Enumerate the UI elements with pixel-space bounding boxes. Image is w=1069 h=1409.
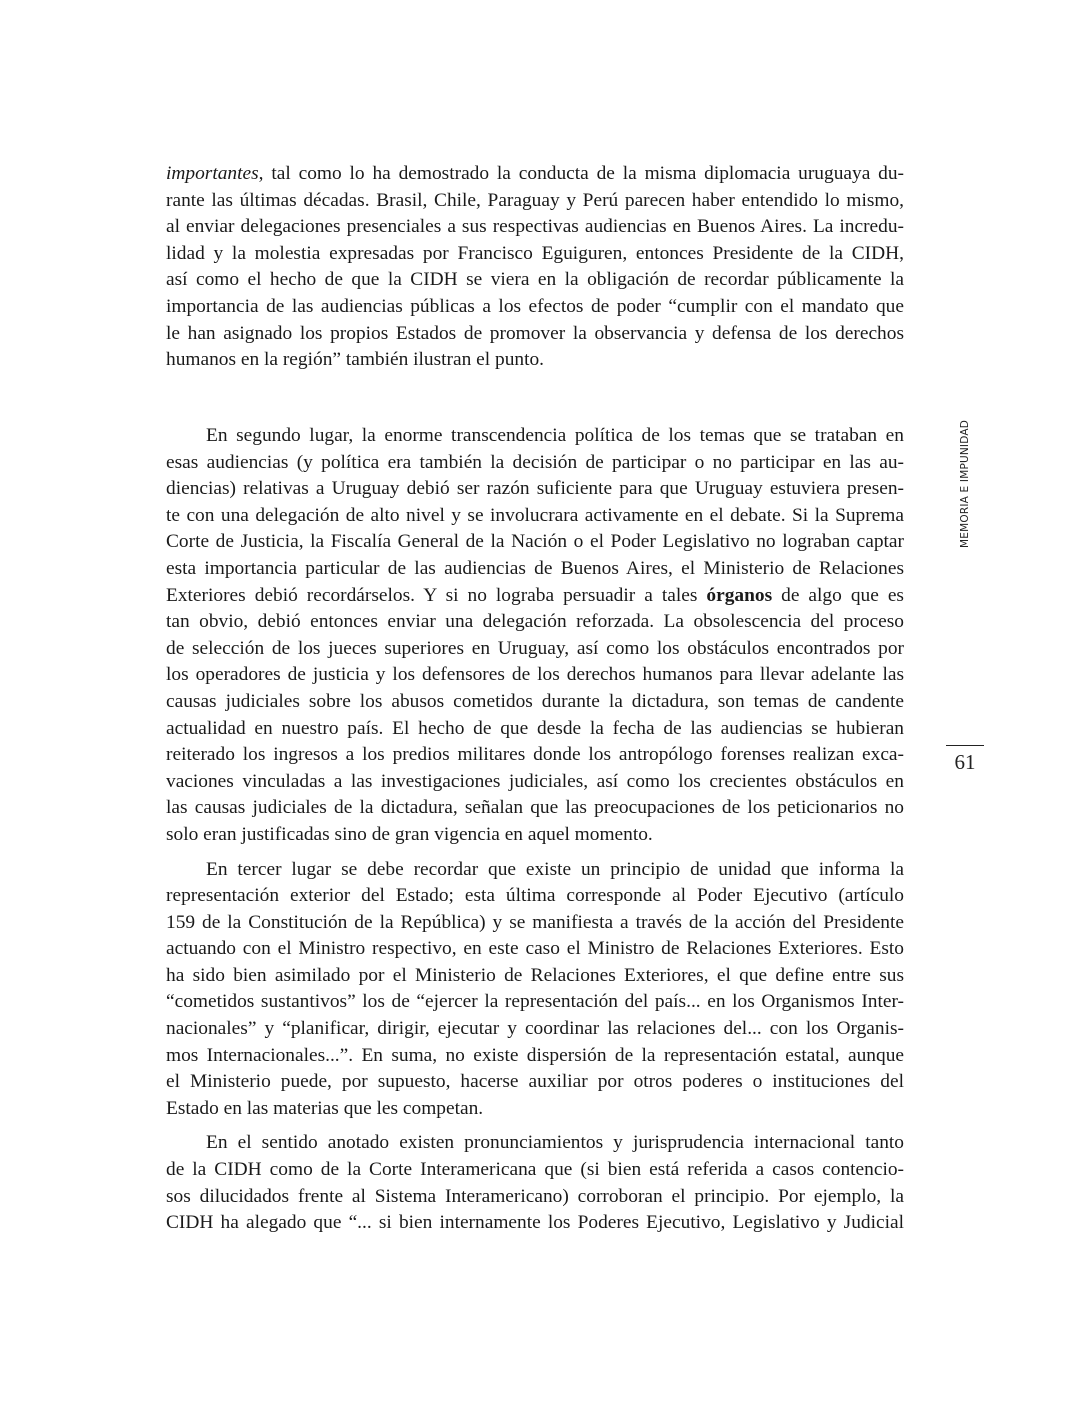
text-line: actuando con el Ministro respectivo, en este caso el Ministro de Relaciones Exteriores. Esto — [166, 938, 904, 960]
page-number-rule — [946, 745, 984, 746]
text-line: actualidad en nuestro país. El hecho de que desde la fecha de las audiencias se hubieran — [166, 717, 904, 739]
text-line: esas audiencias (y política era también la decisión de participar o no participar en las au- — [166, 451, 904, 473]
body-text — [166, 423, 904, 1237]
text-line: causas judiciales sobre los abusos cometidos durante la dictadura, son temas de candente — [166, 690, 904, 712]
text-line: importantes, tal como lo ha demostrado la conducta de la misma diplomacia uruguaya du- — [166, 163, 904, 184]
text-line: representación exterior del Estado; esta última corresponde al Poder Ejecutivo (artículo — [166, 885, 904, 907]
text-line: rante las últimas décadas. Brasil, Chile, Paraguay y Perú parecen haber entendido lo mismo, — [166, 189, 904, 211]
running-head — [955, 420, 985, 570]
page-number: 61 — [954, 750, 976, 774]
text-line: de la CIDH como de la Corte Interamericana que (si bien está referida a casos contencio- — [166, 1159, 904, 1181]
text-line: de selección de los jueces superiores en Uruguay, así como los obstáculos encontrados por — [166, 637, 904, 659]
text-line: “cometidos sustantivos” los de “ejercer la representación del país... en los Organismos Inter- — [166, 991, 904, 1013]
running-head-text: MEMORIA E IMPUNIDAD — [959, 420, 971, 548]
text-line: En el sentido anotado existen pronunciamientos y jurisprudencia internacional tanto — [206, 1132, 904, 1154]
text-line: el Ministerio puede, por supuesto, hacerse auxiliar por otros poderes o instituciones del — [166, 1071, 904, 1093]
text-line: te con una delegación de alto nivel y se involucrara activamente en el debate. Si la Suprema — [166, 504, 904, 526]
text-line: sos dilucidados frente al Sistema Interamericano) corroboran el principio. Por ejemplo, la — [166, 1185, 904, 1207]
text-line: lidad y la molestia expresadas por Francisco Eguiguren, entonces Presidente de la CIDH, — [166, 242, 904, 264]
text-line: los operadores de justicia y los defensores de los derechos humanos para llevar adelante las — [166, 664, 904, 686]
text-line: ha sido bien asimilado por el Ministerio de Relaciones Exteriores, el que define entre sus — [166, 964, 904, 986]
text-line: Estado en las materias que les competan. — [166, 1097, 484, 1119]
text-line: En segundo lugar, la enorme transcendencia política de los temas que se trataban en — [206, 425, 904, 446]
text-line: reiterado los ingresos a los predios militares donde los antropólogo forenses realizan exca- — [166, 744, 904, 766]
text-line: vaciones vinculadas a las investigaciones judiciales, así como los crecientes obstáculos en — [166, 770, 904, 792]
paragraph-sentido-anotado — [166, 1130, 904, 1236]
text-line: Exteriores debió recordárselos. Y si no lograba persuadir a tales órganos de algo que es — [166, 584, 904, 606]
text-line: al enviar delegaciones presenciales a sus respectivas audiencias en Buenos Aires. La incredu- — [166, 216, 904, 238]
text-line: importancia de las audiencias públicas a los efectos de poder “cumplir con el mandato que — [166, 295, 904, 317]
text-line: CIDH ha alegado que “... si bien internamente los Poderes Ejecutivo, Legislativo y Judicial — [166, 1212, 904, 1234]
bold-term: órganos — [706, 584, 773, 606]
paragraph-continued — [166, 161, 904, 374]
text-line: así como el hecho de que la CIDH se viera en la obligación de recordar públicamente la — [166, 269, 904, 291]
text-line: Corte de Justicia, la Fiscalía General de la Nación o el Poder Legislativo no lograban captar — [166, 531, 904, 553]
text-line: las causas judiciales de la dictadura, señalan que las preocupaciones de los peticionarios no — [166, 797, 904, 819]
text-line: humanos en la región” también ilustran el punto. — [166, 349, 545, 371]
paragraph-tercer-lugar — [166, 857, 904, 1123]
text-line: nacionales” y “planificar, dirigir, ejecutar y coordinar las relaciones del... con los Organis- — [166, 1018, 904, 1040]
paragraph-segundo-lugar — [166, 423, 904, 849]
text-line: tan obvio, debió entonces enviar una delegación reforzada. La obsolescencia del proceso — [166, 611, 904, 633]
text-line: diencias) relativas a Uruguay debió ser razón suficiente para que Uruguay estuviera presen- — [166, 478, 904, 500]
text-line: le han asignado los propios Estados de promover la observancia y defensa de los derechos — [166, 322, 904, 344]
text-line: En tercer lugar se debe recordar que existe un principio de unidad que informa la — [206, 858, 904, 880]
text-line: esta importancia particular de las audiencias de Buenos Aires, el Ministerio de Relaciones — [166, 557, 904, 579]
italic-term: importantes — [166, 163, 259, 184]
text-line: mos Internacionales...”. En suma, no existe dispersión de la representación estatal, aunque — [166, 1044, 904, 1066]
text-line: 159 de la Constitución de la República) y se manifiesta a través de la acción del Presidente — [166, 911, 904, 933]
text-line: solo eran justificadas sino de gran vigencia en aquel momento. — [166, 823, 653, 845]
